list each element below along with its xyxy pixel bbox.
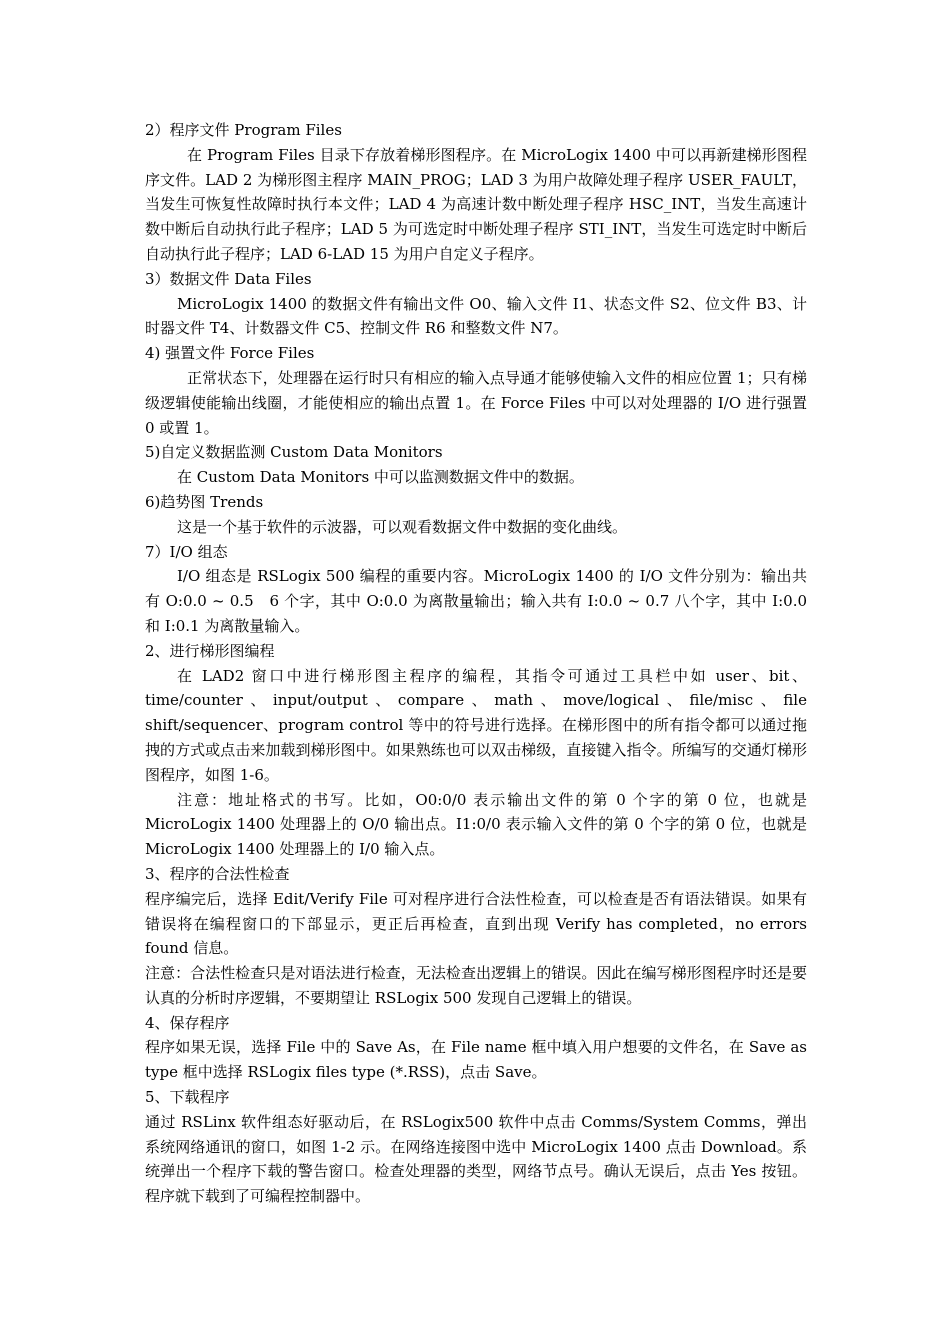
heading-data-files: 3）数据文件 Data Files [145, 269, 312, 288]
paragraph-ladder-programming: 在 LAD2 窗口中进行梯形图主程序的编程，其指令可通过工具栏中如 user、bit、time/counter、input/output、compare、math、move/logical、file/misc、file shift/sequencer、program control 等中的符号进行选择。在梯形图中的所有指令都可以通过拖拽的方式或点击来加载到梯形图中。如果熟练也可以双击梯级，直接键入指令。所编写的交通灯梯形图程序，如图 1-6。 [145, 666, 807, 784]
paragraph-force-files: 正常状态下，处理器在运行时只有相应的输入点导通才能够使输入文件的相应位置 1；只有梯级逻辑使能输出线圈，才能使相应的输出点置 1。在 Force Files 中可以对处理器的 I/O 进行强置 0 或置 1。 [145, 368, 807, 437]
paragraph-save: 程序如果无误，选择 File 中的 Save As，在 File name 框中填入用户想要的文件名，在 Save as type 框中选择 RSLogix files type (*.RSS)，点击 Save。 [145, 1038, 807, 1082]
paragraph-download: 通过 RSLinx 软件组态好驱动后，在 RSLogix500 软件中点击 Comms/System Comms，弹出系统网络通讯的窗口，如图 1-2 示。在网络连接图中选中 MicroLogix 1400 点击 Download。系统弹出一个程序下载的警告窗口。检查处理器的类型，网络节点号。确认无误后，点击 Yes 按钮。程序就下载到了可编程控制器中。 [145, 1112, 807, 1206]
heading-custom-data-monitors: 5)自定义数据监测 Custom Data Monitors [145, 443, 443, 462]
heading-trends: 6)趋势图 Trends [145, 492, 264, 511]
paragraph-trends: 这是一个基于软件的示波器，可以观看数据文件中数据的变化曲线。 [177, 517, 628, 536]
heading-ladder-programming: 2、进行梯形图编程 [145, 641, 275, 660]
paragraph-verify-note: 注意：合法性检查只是对语法进行检查，无法检查出逻辑上的错误。因此在编写梯形图程序时还是要认真的分析时序逻辑，不要期望让 RSLogix 500 发现自己逻辑上的错误。 [145, 964, 807, 1007]
paragraph-program-files: 在 Program Files 目录下存放着梯形图程序。在 MicroLogix 1400 中可以再新建梯形图程序文件。LAD 2 为梯形图主程序 MAIN_PROG；LAD 3 为用户故障处理子程序 USER_FAULT，当发生可恢复性故障时执行本文件；LAD 4 为高速计数中断处理子程序 HSC_INT，当发生高速计数中断后自动执行此子程序；LAD 5 为可选定时中断处理子程序 STI_INT，当发生可选定时中断后自动执行此子程序；LAD 6-LAD 15 为用户自定义子程序。 [145, 145, 807, 263]
heading-program-files: 2）程序文件 Program Files [145, 121, 342, 139]
paragraph-custom-data-monitors: 在 Custom Data Monitors 中可以监测数据文件中的数据。 [177, 468, 584, 487]
paragraph-data-files: MicroLogix 1400 的数据文件有输出文件 O0、输入文件 I1、状态文件 S2、位文件 B3、计时器文件 T4、计数器文件 C5、控制文件 R6 和整数文件 N7。 [145, 294, 807, 338]
paragraph-verify: 程序编完后，选择 Edit/Verify File 可对程序进行合法性检查，可以检查是否有语法错误。如果有错误将在编程窗口的下部显示，更正后再检查，直到出现 Verify has completed，no errors found 信息。 [145, 889, 807, 958]
heading-force-files: 4) 强置文件 Force Files [145, 344, 315, 363]
heading-download: 5、下载程序 [145, 1088, 230, 1107]
heading-verify: 3、程序的合法性检查 [145, 864, 290, 883]
paragraph-io-config: I/O 组态是 RSLogix 500 编程的重要内容。MicroLogix 1400 的 I/O 文件分别为：输出共有 O:0.0 ~ 0.5 6 个字，其中 O:0.0 为离散量输出；输入共有 I:0.0 ~ 0.7 八个字，其中 I:0.0 和 I:0.1 为离散量输入。 [145, 567, 807, 635]
document-page [145, 118, 807, 1209]
heading-save: 4、保存程序 [145, 1013, 230, 1032]
heading-io-config: 7）I/O 组态 [145, 542, 228, 561]
paragraph-address-format-note: 注意：地址格式的书写。比如，O0:0/0 表示输出文件的第 0 个字的第 0 位，也就是 MicroLogix 1400 处理器上的 O/0 输出点。I1:0/0 表示输入文件的第 0 个字的第 0 位，也就是 MicroLogix 1400 处理器上的 I/0 输入点。 [145, 790, 807, 859]
